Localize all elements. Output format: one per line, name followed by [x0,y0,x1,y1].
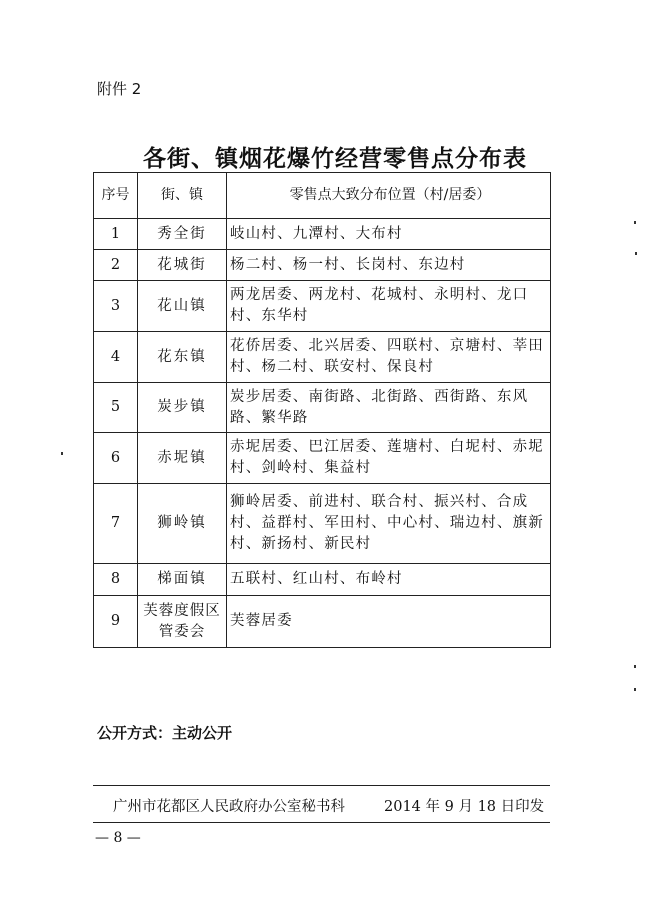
scan-speck [634,665,636,668]
row-locations: 杨二村、杨一村、长岗村、东边村 [227,250,551,281]
row-town: 赤坭镇 [138,433,227,484]
scan-speck [634,221,636,224]
row-number: 5 [94,383,138,433]
table-row [94,281,551,332]
document-title: 各街、镇烟花爆竹经营零售点分布表 [143,146,527,172]
header-number: 序号 [94,173,138,219]
header-town: 街、镇 [138,173,227,219]
header-locations: 零售点大致分布位置（村/居委） [227,173,551,219]
page-number: — 8 — [95,830,141,846]
row-locations: 芙蓉居委 [227,596,551,648]
table-row [94,564,551,596]
row-number: 1 [94,219,138,250]
row-number: 4 [94,332,138,383]
row-town: 花东镇 [138,332,227,383]
row-town: 梯面镇 [138,564,227,596]
row-number: 8 [94,564,138,596]
table-row [94,383,551,433]
attachment-label: 附件 2 [97,80,142,98]
row-town: 炭步镇 [138,383,227,433]
table-row [94,219,551,250]
row-locations: 五联村、红山村、布岭村 [227,564,551,596]
row-locations: 两龙居委、两龙村、花城村、永明村、龙口村、东华村 [227,281,551,332]
disclosure-method: 公开方式：主动公开 [97,724,233,742]
row-town: 花山镇 [138,281,227,332]
scan-speck [635,252,637,255]
scan-speck [61,452,63,455]
row-locations: 狮岭居委、前进村、联合村、振兴村、合成村、益群村、军田村、中心村、瑞边村、旗新村、新扬村、新民村 [227,484,551,564]
row-locations: 赤坭居委、巴江居委、莲塘村、白坭村、赤坭村、剑岭村、集益村 [227,433,551,484]
table-row [94,250,551,281]
row-number: 6 [94,433,138,484]
issue-date: 2014 年 9 月 18 日印发 [384,799,545,815]
table-row [94,433,551,484]
row-town: 秀全街 [138,219,227,250]
row-locations: 炭步居委、南街路、北街路、西街路、东风路、繁华路 [227,383,551,433]
issuer: 广州市花都区人民政府办公室秘书科 [113,799,345,815]
row-town: 花城街 [138,250,227,281]
scan-speck [634,688,636,691]
table-row [94,484,551,564]
row-locations: 花侨居委、北兴居委、四联村、京塘村、莘田村、杨二村、联安村、保良村 [227,332,551,383]
footer-bottom-rule [93,822,550,823]
row-number: 7 [94,484,138,564]
distribution-table [93,172,551,648]
table-row [94,332,551,383]
table-header-row [94,173,551,219]
row-number: 2 [94,250,138,281]
footer-top-rule [93,785,550,786]
row-number: 9 [94,596,138,648]
row-town: 狮岭镇 [138,484,227,564]
table-row [94,596,551,648]
row-number: 3 [94,281,138,332]
row-town: 芙蓉度假区管委会 [138,596,227,648]
row-locations: 岐山村、九潭村、大布村 [227,219,551,250]
